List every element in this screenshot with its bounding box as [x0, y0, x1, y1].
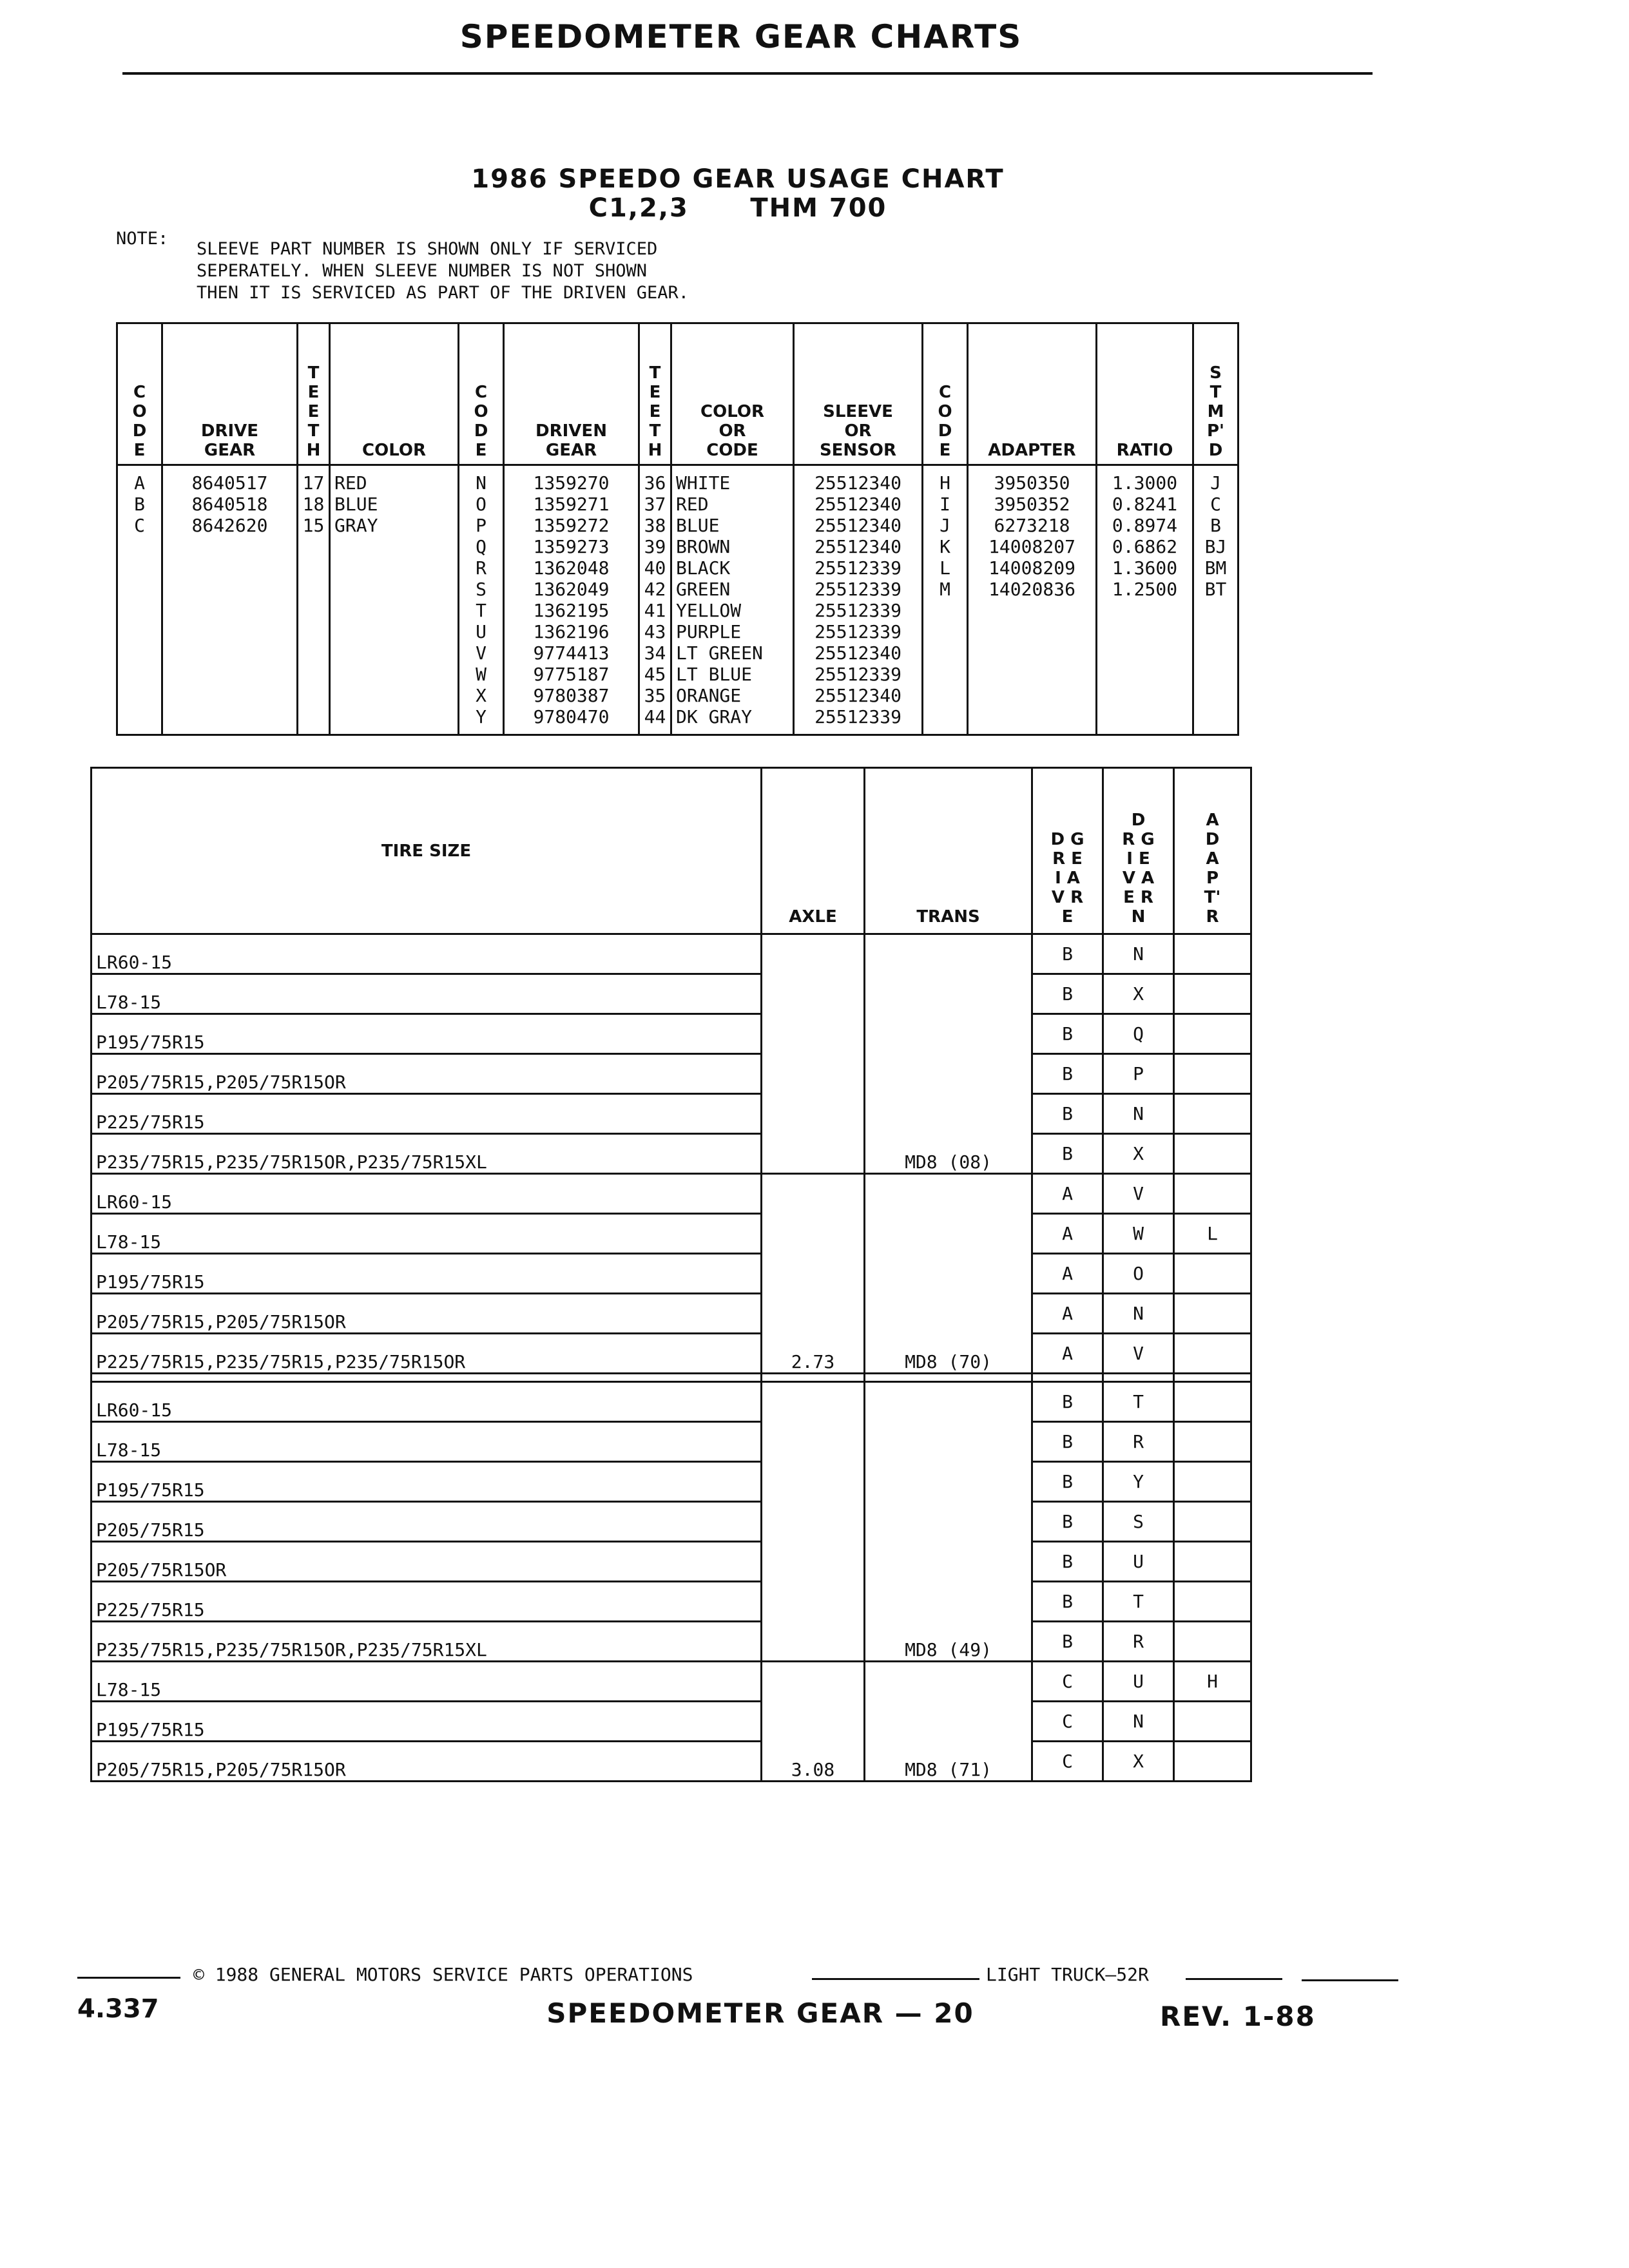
driven-gear-code-cell: Q: [1103, 1014, 1174, 1054]
adapter-code-cell: [1174, 1254, 1251, 1294]
tire-size-cell: P205/75R15,P205/75R15OR: [92, 1054, 762, 1094]
driven-gear-code-cell: X: [1103, 1134, 1174, 1174]
drive-gear-code-cell: A: [1032, 1334, 1103, 1374]
tire-size-cell: LR60-15: [92, 934, 762, 974]
adapter-code-cell: [1174, 1382, 1251, 1422]
footer-revision: REV. 1-88: [1160, 2001, 1316, 2032]
adapter-numbers-cell: 3950350 3950352 6273218 14008207 14008209 14020836: [968, 465, 1097, 735]
axle-cell: [762, 1702, 865, 1742]
tire-size-cell: LR60-15: [92, 1174, 762, 1214]
header-tire-size: TIRE SIZE: [92, 768, 762, 934]
tire-size-cell: P235/75R15,P235/75R15OR,P235/75R15XL: [92, 1622, 762, 1662]
adapter-code-cell: H: [1174, 1662, 1251, 1702]
footer-rule: [1302, 1979, 1398, 1981]
axle-cell: [762, 1174, 865, 1214]
driven-gear-code-cell: N: [1103, 1294, 1174, 1334]
table-row: [92, 1094, 1251, 1134]
axle-cell: [762, 1422, 865, 1462]
axle-cell: [762, 974, 865, 1014]
tire-table-body: [92, 934, 1251, 1782]
drive-gear-code-cell: B: [1032, 1462, 1103, 1502]
note-label: NOTE:: [116, 229, 169, 249]
trans-cell: [865, 1582, 1032, 1622]
table-row: [92, 1702, 1251, 1742]
table-row: [92, 1502, 1251, 1542]
trans-cell: MD8 (49): [865, 1622, 1032, 1662]
drive-gear-code-cell: C: [1032, 1702, 1103, 1742]
separator-cell: [1174, 1374, 1251, 1382]
axle-cell: [762, 1054, 865, 1094]
trans-cell: [865, 1014, 1032, 1054]
drive-gear-code-cell: B: [1032, 1542, 1103, 1582]
drive-gear-code-cell: B: [1032, 1382, 1103, 1422]
table-row: [92, 1542, 1251, 1582]
speedo-gear-table: [116, 322, 1239, 736]
trans-cell: MD8 (71): [865, 1742, 1032, 1782]
trans-cell: [865, 1542, 1032, 1582]
drive-gear-code-cell: B: [1032, 1134, 1103, 1174]
header-stamped: S T M P' D: [1193, 323, 1239, 465]
drive-gear-code-cell: A: [1032, 1254, 1103, 1294]
drive-gear-code-cell: B: [1032, 974, 1103, 1014]
driven-gear-code-cell: P: [1103, 1054, 1174, 1094]
tire-size-cell: P205/75R15: [92, 1502, 762, 1542]
driven-gear-code-cell: N: [1103, 1094, 1174, 1134]
group-separator: [92, 1374, 1251, 1382]
table-row: [92, 1382, 1251, 1422]
table-row: [92, 1662, 1251, 1702]
header-driven-teeth: T E E T H: [639, 323, 671, 465]
tire-size-table: [90, 767, 1252, 1782]
trans-cell: [865, 1294, 1032, 1334]
footer-section: LIGHT TRUCK—52R: [986, 1964, 1149, 1985]
driven-gear-code-cell: R: [1103, 1422, 1174, 1462]
driven-gear-code-cell: T: [1103, 1382, 1174, 1422]
table-row: [92, 1422, 1251, 1462]
driven-gear-code-cell: U: [1103, 1542, 1174, 1582]
footer-rule: [1186, 1978, 1282, 1980]
drive-gear-code-cell: B: [1032, 1502, 1103, 1542]
driven-gear-code-cell: T: [1103, 1582, 1174, 1622]
drive-teeth-cell: 17 18 15: [298, 465, 330, 735]
drive-gear-code-cell: A: [1032, 1174, 1103, 1214]
axle-cell: [762, 1382, 865, 1422]
driven-gear-code-cell: X: [1103, 974, 1174, 1014]
drive-gear-code-cell: C: [1032, 1662, 1103, 1702]
adapter-code-cell: [1174, 1294, 1251, 1334]
axle-cell: 2.73: [762, 1334, 865, 1374]
tire-size-cell: P195/75R15: [92, 1254, 762, 1294]
header-driven-gear-code: D R G I E V A E R N: [1103, 768, 1174, 934]
trans-cell: [865, 1382, 1032, 1422]
header-code: C O D E: [117, 323, 162, 465]
tire-size-cell: P225/75R15: [92, 1582, 762, 1622]
page-header-title: SPEEDOMETER GEAR CHARTS: [459, 18, 1023, 55]
axle-cell: 3.08: [762, 1742, 865, 1782]
tire-size-cell: L78-15: [92, 1422, 762, 1462]
axle-cell: [762, 1214, 865, 1254]
footer-page-title: SPEEDOMETER GEAR — 20: [546, 1997, 974, 2029]
table-row: [92, 1294, 1251, 1334]
driven-gear-code-cell: U: [1103, 1662, 1174, 1702]
table-row: [92, 1134, 1251, 1174]
header-sleeve: SLEEVE OR SENSOR: [794, 323, 923, 465]
adapter-code-cell: [1174, 1134, 1251, 1174]
driven-gear-code-cell: O: [1103, 1254, 1174, 1294]
tire-size-cell: L78-15: [92, 974, 762, 1014]
adapter-code-cell: [1174, 1174, 1251, 1214]
driven-teeth-cell: 36 37 38 39 40 42 41 43 34 45 35 44: [639, 465, 671, 735]
tire-size-cell: P235/75R15,P235/75R15OR,P235/75R15XL: [92, 1134, 762, 1174]
axle-cell: [762, 1294, 865, 1334]
footer-rule: [812, 1978, 979, 1980]
header-teeth: T E E T H: [298, 323, 330, 465]
table-row: [92, 1054, 1251, 1094]
trans-cell: [865, 1054, 1032, 1094]
adapter-code-cell: [1174, 1054, 1251, 1094]
table-row: [92, 1174, 1251, 1214]
drive-gear-code-cell: A: [1032, 1294, 1103, 1334]
header-color-code: COLOR OR CODE: [671, 323, 794, 465]
adapter-code-cell: [1174, 1014, 1251, 1054]
driven-codes-cell: N O P Q R S T U V W X Y: [459, 465, 504, 735]
adapter-code-cell: [1174, 974, 1251, 1014]
table-row: [92, 1334, 1251, 1374]
sleeve-numbers-cell: 25512340 25512340 25512340 25512340 25512339 25512339 25512339 25512339 25512340 25512339 25512340 25512339: [794, 465, 923, 735]
tire-table-header-row: [92, 768, 1251, 934]
header-adapter-code: C O D E: [923, 323, 968, 465]
chart-subtitle: C1,2,3 THM 700: [588, 193, 887, 223]
adapter-code-cell: [1174, 1422, 1251, 1462]
separator-cell: [92, 1374, 762, 1382]
trans-cell: [865, 1214, 1032, 1254]
adapter-code-cell: [1174, 1622, 1251, 1662]
stamped-cell: J C B BJ BM BT: [1193, 465, 1239, 735]
axle-cell: [762, 1254, 865, 1294]
trans-cell: [865, 974, 1032, 1014]
tire-size-cell: P225/75R15,P235/75R15,P235/75R15OR: [92, 1334, 762, 1374]
driven-gear-code-cell: W: [1103, 1214, 1174, 1254]
trans-cell: MD8 (70): [865, 1334, 1032, 1374]
table-row: [92, 1214, 1251, 1254]
driven-gear-code-cell: N: [1103, 1702, 1174, 1742]
drive-gear-code-cell: B: [1032, 1014, 1103, 1054]
axle-cell: [762, 1542, 865, 1582]
drive-codes-cell: A B C: [117, 465, 162, 735]
adapter-code-cell: [1174, 1542, 1251, 1582]
header-drive-gear-code: D G R E I A V R E: [1032, 768, 1103, 934]
table-row: [92, 1014, 1251, 1054]
adapter-code-cell: L: [1174, 1214, 1251, 1254]
separator-cell: [865, 1374, 1032, 1382]
drive-gear-code-cell: B: [1032, 1622, 1103, 1662]
header-driven-gear: DRIVEN GEAR: [504, 323, 639, 465]
axle-cell: [762, 1622, 865, 1662]
gear-table-header-row: [117, 323, 1239, 465]
header-axle: AXLE: [762, 768, 865, 934]
drive-gear-code-cell: B: [1032, 1582, 1103, 1622]
axle-cell: [762, 1502, 865, 1542]
trans-cell: [865, 1462, 1032, 1502]
tire-size-cell: P205/75R15,P205/75R15OR: [92, 1294, 762, 1334]
adapter-code-cell: [1174, 1742, 1251, 1782]
axle-cell: [762, 1014, 865, 1054]
driven-gear-code-cell: N: [1103, 934, 1174, 974]
axle-cell: [762, 1462, 865, 1502]
adapter-code-cell: [1174, 1702, 1251, 1742]
driven-gear-code-cell: S: [1103, 1502, 1174, 1542]
ratios-cell: 1.3000 0.8241 0.8974 0.6862 1.3600 1.2500: [1097, 465, 1193, 735]
driven-gears-cell: 1359270 1359271 1359272 1359273 1362048 1362049 1362195 1362196 9774413 9775187 9780387 9780470: [504, 465, 639, 735]
tire-size-cell: P195/75R15: [92, 1014, 762, 1054]
drive-gear-code-cell: B: [1032, 1422, 1103, 1462]
header-adapter-code: A D A P T' R: [1174, 768, 1251, 934]
driven-gear-code-cell: V: [1103, 1334, 1174, 1374]
header-driven-code: C O D E: [459, 323, 504, 465]
header-trans: TRANS: [865, 768, 1032, 934]
axle-cell: [762, 1134, 865, 1174]
footer-rule: [77, 1977, 180, 1979]
trans-cell: [865, 1702, 1032, 1742]
adapter-code-cell: [1174, 1582, 1251, 1622]
trans-cell: [865, 1422, 1032, 1462]
drive-colors-cell: RED BLUE GRAY: [330, 465, 459, 735]
tire-size-cell: P195/75R15: [92, 1702, 762, 1742]
axle-cell: [762, 1582, 865, 1622]
adapter-code-cell: [1174, 934, 1251, 974]
drive-gear-code-cell: B: [1032, 934, 1103, 974]
driven-gear-code-cell: X: [1103, 1742, 1174, 1782]
trans-cell: [865, 1502, 1032, 1542]
driven-gear-code-cell: R: [1103, 1622, 1174, 1662]
trans-cell: MD8 (08): [865, 1134, 1032, 1174]
axle-cell: [762, 1662, 865, 1702]
tire-size-cell: L78-15: [92, 1214, 762, 1254]
note-text: SLEEVE PART NUMBER IS SHOWN ONLY IF SERVICED SEPERATELY. WHEN SLEEVE NUMBER IS NOT SHOWN THEN IT IS SERVICED AS PART OF THE DRIVEN GEAR.: [197, 239, 689, 303]
adapter-codes-cell: H I J K L M: [923, 465, 968, 735]
adapter-code-cell: [1174, 1502, 1251, 1542]
separator-cell: [762, 1374, 865, 1382]
trans-cell: [865, 1254, 1032, 1294]
header-rule: [122, 72, 1373, 75]
axle-cell: [762, 1094, 865, 1134]
tire-size-cell: L78-15: [92, 1662, 762, 1702]
page-number: 4.337: [77, 1994, 159, 2024]
tire-size-cell: P225/75R15: [92, 1094, 762, 1134]
header-adapter: ADAPTER: [968, 323, 1097, 465]
driven-gear-code-cell: V: [1103, 1174, 1174, 1214]
adapter-code-cell: [1174, 1462, 1251, 1502]
table-row: [92, 1742, 1251, 1782]
table-row: [92, 1622, 1251, 1662]
table-row: [92, 1254, 1251, 1294]
drive-gear-code-cell: B: [1032, 1094, 1103, 1134]
table-row: [92, 974, 1251, 1014]
trans-cell: [865, 1174, 1032, 1214]
tire-size-cell: LR60-15: [92, 1382, 762, 1422]
trans-cell: [865, 1094, 1032, 1134]
header-ratio: RATIO: [1097, 323, 1193, 465]
driven-gear-code-cell: Y: [1103, 1462, 1174, 1502]
trans-cell: [865, 934, 1032, 974]
adapter-code-cell: [1174, 1094, 1251, 1134]
separator-cell: [1032, 1374, 1103, 1382]
table-row: [92, 1462, 1251, 1502]
table-row: [92, 1582, 1251, 1622]
drive-gear-code-cell: A: [1032, 1214, 1103, 1254]
header-drive-gear: DRIVE GEAR: [162, 323, 298, 465]
chart-title: 1986 SPEEDO GEAR USAGE CHART: [471, 164, 1005, 194]
tire-size-cell: P205/75R15OR: [92, 1542, 762, 1582]
drive-gear-code-cell: C: [1032, 1742, 1103, 1782]
drive-gear-code-cell: B: [1032, 1054, 1103, 1094]
axle-cell: [762, 934, 865, 974]
footer-copyright: © 1988 GENERAL MOTORS SERVICE PARTS OPERATIONS: [193, 1964, 693, 1985]
driven-colors-cell: WHITE RED BLUE BROWN BLACK GREEN YELLOW PURPLE LT GREEN LT BLUE ORANGE DK GRAY: [671, 465, 794, 735]
gear-table-body-row: [117, 465, 1239, 735]
trans-cell: [865, 1662, 1032, 1702]
drive-gears-cell: 8640517 8640518 8642620: [162, 465, 298, 735]
table-row: [92, 934, 1251, 974]
adapter-code-cell: [1174, 1334, 1251, 1374]
separator-cell: [1103, 1374, 1174, 1382]
header-color: COLOR: [330, 323, 459, 465]
tire-size-cell: P195/75R15: [92, 1462, 762, 1502]
footer-line: [77, 1964, 1327, 1990]
tire-size-cell: P205/75R15,P205/75R15OR: [92, 1742, 762, 1782]
